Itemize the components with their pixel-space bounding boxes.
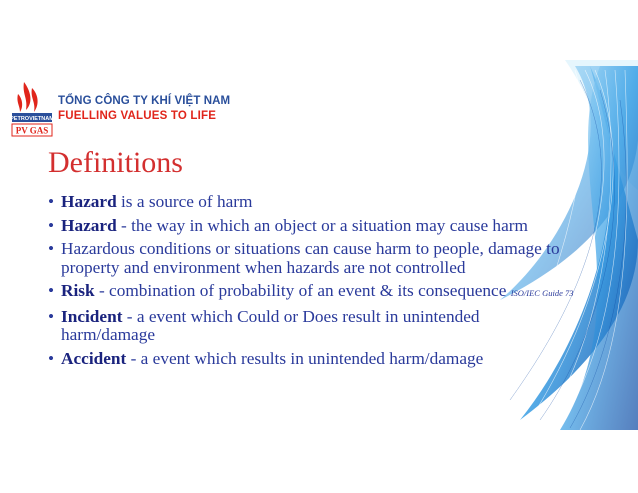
logo-bottom-text: PV GAS — [15, 125, 49, 136]
company-name: TỔNG CÔNG TY KHÍ VIỆT NAM — [58, 95, 231, 107]
bullet-accident — [48, 350, 638, 369]
pv-gas-logo — [10, 78, 54, 144]
company-block — [58, 94, 230, 124]
bullet-text: - combination of probability of an event & its consequence — [94, 281, 511, 300]
logo-top-text: PETROVIETNAM — [10, 116, 54, 122]
bullet-term: Hazard — [61, 192, 117, 211]
bullet-term: Accident — [61, 348, 127, 368]
bullet-hazard-2 — [48, 217, 638, 236]
bullet-hazardous-conditions — [48, 240, 609, 277]
bullet-term: Incident — [61, 306, 123, 326]
bullet-text: - the way in which an object or a situation may cause harm — [116, 215, 528, 235]
bullet-text: Hazardous conditions or situations can cause harm to people, damage to property and environment when hazards are not controlled — [61, 239, 560, 277]
bullet-text: is a source of harm — [116, 192, 253, 211]
bullet-text: - a event which Could or Does result in unintended harm/damage — [61, 306, 480, 344]
bullet-risk — [48, 282, 638, 303]
slide-title: Definitions — [48, 146, 183, 179]
bullet-term: Risk — [61, 281, 95, 300]
source-citation: ISO/IEC Guide 73 — [510, 288, 574, 298]
bullet-hazard-1 — [48, 193, 638, 212]
definitions-list — [48, 193, 638, 373]
bullet-incident — [48, 308, 531, 345]
company-tagline: FUELLING VALUES TO LIFE — [58, 110, 217, 122]
bullet-term: Hazard — [61, 215, 117, 235]
bullet-text: - a event which results in unintended harm/damage — [126, 348, 484, 368]
